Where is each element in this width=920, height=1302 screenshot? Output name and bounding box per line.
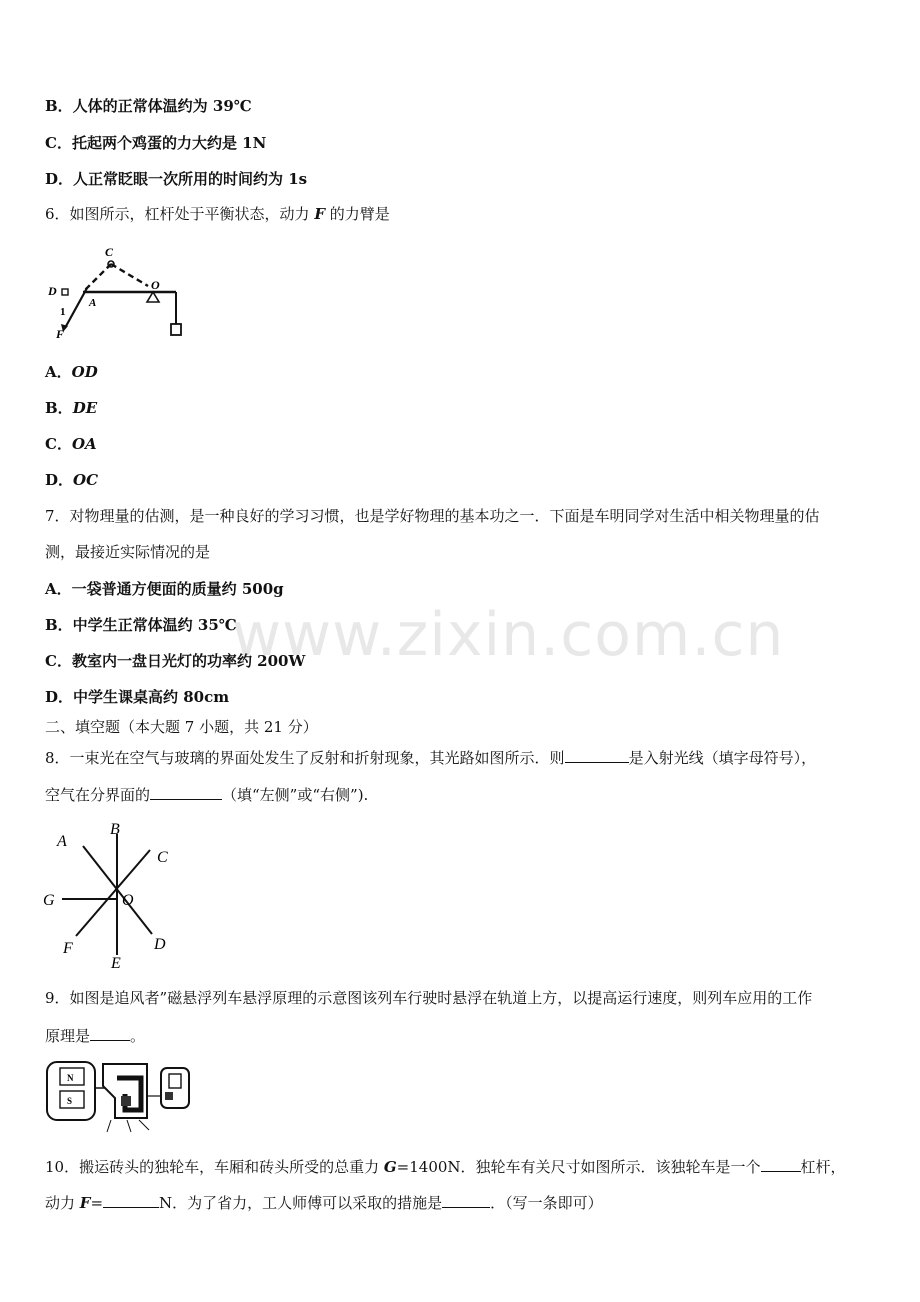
label-n: N xyxy=(67,1073,74,1083)
label-b: B xyxy=(110,821,120,838)
q8-blank-2[interactable] xyxy=(150,783,222,800)
label-d: D xyxy=(154,936,166,953)
label-o: O xyxy=(122,892,134,909)
callout-lines xyxy=(107,1120,149,1132)
label-e: E xyxy=(111,955,121,972)
q6-option-a: A．OD xyxy=(45,363,98,381)
ray-c-f xyxy=(76,850,150,936)
q6-option-d: D．OC xyxy=(45,471,99,489)
cross-section-inner xyxy=(169,1074,181,1088)
q10-blank-3[interactable] xyxy=(442,1191,490,1208)
dashed-line-co xyxy=(111,264,148,286)
label-c: C xyxy=(105,245,114,259)
q10-line1: 10．搬运砖头的独轮车，车厢和砖头所受的总重力 G=1400N．独轮车有关尺寸如图所示．该独轮车是一个 杠杆， xyxy=(45,1155,846,1178)
q5-option-c: C．托起两个鸡蛋的力大约是 1N xyxy=(45,134,267,152)
label-f: F xyxy=(63,940,73,957)
q6-stem-prefix: 6．如图所示，杠杆处于平衡状态，动力 xyxy=(45,205,315,223)
q9-line2: 原理是 。 xyxy=(45,1024,145,1047)
q9-line1: 9．如图是追风者”磁悬浮列车悬浮原理的示意图该列车行驶时悬浮在轨道上方，以提高运行速度，则列车应用的工作 xyxy=(45,989,813,1007)
q10-blank-1[interactable] xyxy=(761,1155,801,1172)
q7-stem-line1: 7．对物理量的估测，是一种良好的学习习惯，也是学好物理的基本功之一．下面是车明同学对生活中相关物理量的估 xyxy=(45,507,820,525)
label-g: G xyxy=(43,892,55,909)
lever-figure xyxy=(45,242,195,344)
section-heading-fill-blank: 二、填空题（本大题 7 小题，共 21 分） xyxy=(45,718,318,736)
q6-option-c: C．OA xyxy=(45,435,97,453)
label-o: O xyxy=(151,278,160,292)
q5-option-d: D．人正常眨眼一次所用的时间约为 1s xyxy=(45,170,308,188)
q8-line1: 8．一束光在空气与玻璃的界面处发生了反射和折射现象，其光路如图所示．则 是入射光线（填字母符号）， xyxy=(45,746,816,769)
maglev-figure xyxy=(45,1058,195,1142)
label-s: S xyxy=(67,1096,73,1106)
electromagnet xyxy=(121,1096,131,1106)
dashed-line-cd xyxy=(85,264,111,290)
q7-option-a: A．一袋普通方便面的质量约 500g xyxy=(45,580,284,598)
cross-section-magnet xyxy=(165,1092,173,1100)
label-f: F xyxy=(56,327,65,341)
label-d: D xyxy=(48,284,57,298)
label-c: C xyxy=(157,849,168,866)
q6-stem-suffix: 的力臂是 xyxy=(324,205,390,223)
right-angle-marker xyxy=(62,289,68,295)
watermark: www.zixin.com.cn xyxy=(232,600,785,670)
label-one: 1 xyxy=(60,306,66,318)
q10-blank-2[interactable] xyxy=(103,1191,159,1208)
q6-option-b: B．DE xyxy=(45,399,98,417)
q7-option-c: C．教室内一盘日光灯的功率约 200W xyxy=(45,652,306,670)
q6-stem xyxy=(45,203,390,225)
q6-stem-var: F xyxy=(314,205,325,223)
fulcrum xyxy=(147,292,159,302)
q7-option-d: D．中学生课桌高约 80cm xyxy=(45,688,230,706)
q8-line2: 空气在分界面的 （填“左侧”或“右侧”). xyxy=(45,783,368,806)
light-ray-figure xyxy=(40,818,180,974)
q7-option-b: B．中学生正常体温约 35℃ xyxy=(45,616,237,634)
q5-option-b: B．人体的正常体温约为 39℃ xyxy=(45,97,252,115)
q8-blank-1[interactable] xyxy=(565,746,629,763)
q10-line2: 动力 F= N．为了省力，工人师傅可以采取的措施是 ．（写一条即可） xyxy=(45,1191,603,1214)
label-a: A xyxy=(89,297,97,309)
label-a: A xyxy=(57,833,67,850)
hanging-weight xyxy=(171,324,181,335)
q7-stem-line2: 测，最接近实际情况的是 xyxy=(45,543,211,561)
q9-blank[interactable] xyxy=(90,1024,130,1041)
